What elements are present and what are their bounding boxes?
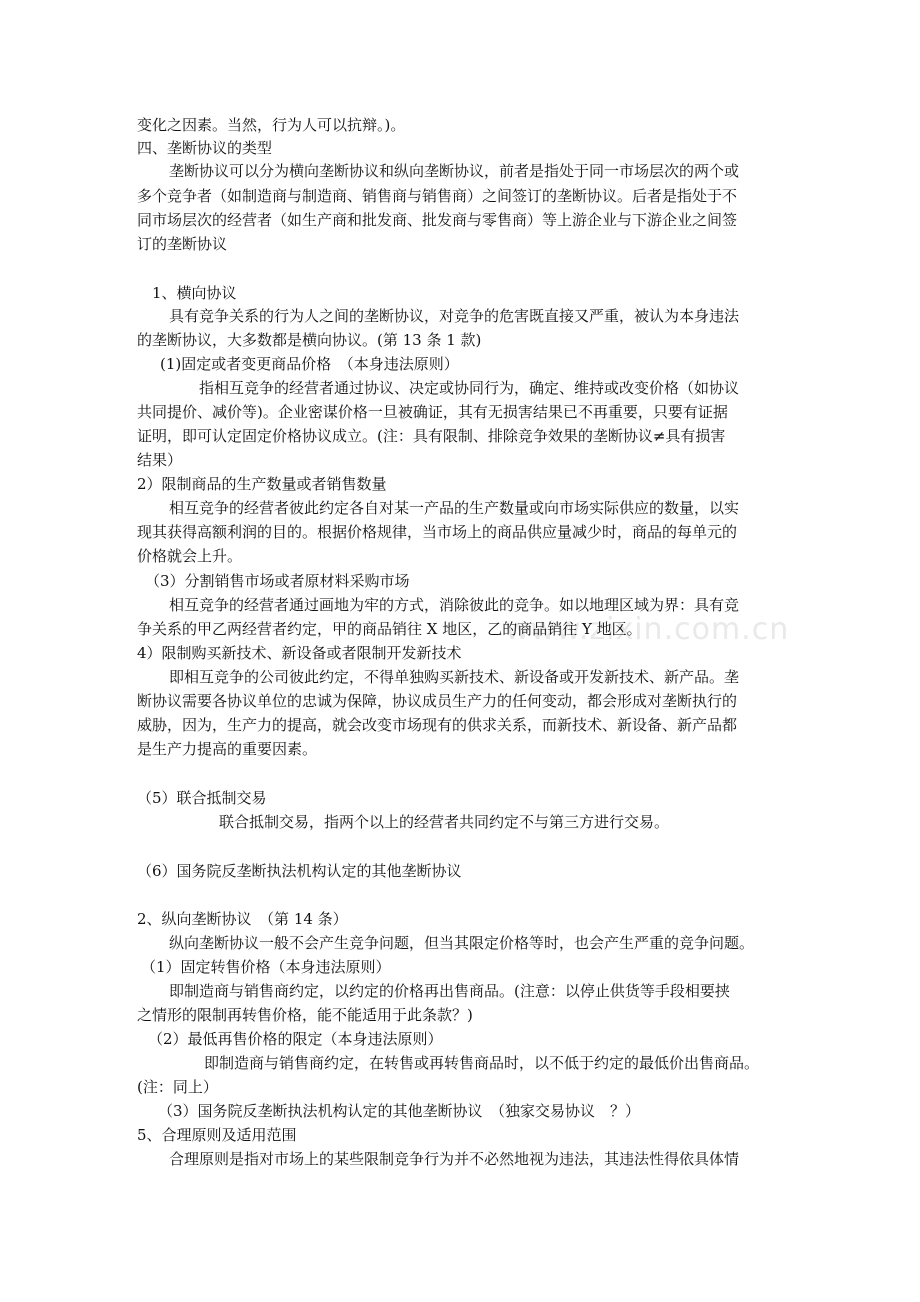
- text-line: 的垄断协议，大多数都是横向协议。(第 13 条 1 款): [137, 331, 482, 349]
- text-line: 结果）: [137, 451, 183, 469]
- section-heading: 四、垄断协议的类型: [137, 139, 273, 157]
- text-line: 同市场层次的经营者（如生产商和批发商、批发商与零售商）等上游企业与下游企业之间签: [137, 211, 738, 229]
- text-line: 变化之因素。当然，行为人可以抗辩。)。: [137, 116, 406, 134]
- text-line: 垄断协议可以分为横向垄断协议和纵向垄断协议，前者是指处于同一市场层次的两个或: [169, 162, 740, 180]
- item-heading: （5）联合抵制交易: [137, 789, 267, 807]
- subsection-heading: 5、合理原则及适用范围: [137, 1126, 297, 1144]
- text-line: 相互竞争的经营者彼此约定各自对某一产品的生产数量或向市场实际供应的数量，以实: [169, 499, 740, 517]
- text-line: 之情形的限制再转售价格，能不能适用于此条款？): [137, 1006, 473, 1024]
- text-line: 现其获得高额利润的目的。根据价格规律，当市场上的商品供应量减少时，商品的每单元的: [137, 523, 738, 541]
- text-line: 具有竞争关系的行为人之间的垄断协议，对竞争的危害既直接又严重，被认为本身违法: [169, 307, 740, 325]
- text-line: 争关系的甲乙两经营者约定，甲的商品销往 X 地区，乙的商品销往 Y 地区。: [137, 620, 642, 638]
- text-line: 是生产力提高的重要因素。: [137, 740, 318, 758]
- watermark: www.zixin.com.cn: [505, 612, 790, 647]
- text-line: 相互竞争的经营者通过画地为牢的方式，消除彼此的竞争。如以地理区域为界：具有竞: [169, 596, 740, 614]
- text-line: 共同提价、减价等)。企业密谋价格一旦被确证，其有无损害结果已不再重要，只要有证据: [137, 403, 728, 421]
- subsection-heading: 2、纵向垄断协议 （第 14 条）: [137, 910, 348, 928]
- text-line: 纵向垄断协议一般不会产生竞争问题，但当其限定价格等时，也会产生严重的竞争问题。: [169, 934, 755, 952]
- item-heading: （3）国务院反垄断执法机构认定的其他垄断协议 （独家交易协议 ？）: [158, 1102, 641, 1120]
- text-line: 威胁，因为，生产力的提高，就会改变市场现有的供求关系，而新技术、新设备、新产品都: [137, 716, 738, 734]
- text-line: 断协议需要各协议单位的忠诚为保障，协议成员生产力的任何变动，都会形成对垄断执行的: [137, 692, 738, 710]
- item-heading: （2）最低再售价格的限定（本身违法原则）: [148, 1030, 443, 1048]
- text-line: 即相互竞争的公司彼此约定，不得单独购买新技术、新设备或开发新技术、新产品。垄: [169, 668, 740, 686]
- item-heading: （6）国务院反垄断执法机构认定的其他垄断协议: [137, 862, 462, 880]
- text-line: 多个竞争者（如制造商与制造商、销售商与销售商）之间签订的垄断协议。后者是指处于不: [137, 187, 738, 205]
- item-heading: (1)固定或者变更商品价格 （本身违法原则）: [160, 355, 459, 373]
- text-line: 即制造商与销售商约定，以约定的价格再出售商品。(注意：以停止供货等手段相要挟: [169, 982, 730, 1000]
- text-line: 价格就会上升。: [137, 547, 243, 565]
- item-heading: （1）固定转售价格（本身违法原则）: [141, 958, 391, 976]
- text-line: 指相互竞争的经营者通过协议、决定或协同行为，确定、维持或改变价格（如协议: [199, 379, 740, 397]
- item-heading: 2）限制商品的生产数量或者销售数量: [137, 475, 387, 493]
- text-line: 联合抵制交易，指两个以上的经营者共同约定不与第三方进行交易。: [219, 813, 670, 831]
- text-line: 合理原则是指对市场上的某些限制竞争行为并不必然地视为违法，其违法性得依具体情: [169, 1150, 740, 1168]
- text-line: (注：同上）: [137, 1078, 218, 1096]
- text-line: 证明，即可认定固定价格协议成立。(注：具有限制、排除竞争效果的垄断协议≠具有损害: [137, 427, 726, 445]
- text-line: 即制造商与销售商约定，在转售或再转售商品时，以不低于约定的最低价出售商品。: [204, 1054, 760, 1072]
- item-heading: 4）限制购买新技术、新设备或者限制开发新技术: [137, 644, 462, 662]
- item-heading: （3）分割销售市场或者原材料采购市场: [145, 572, 410, 590]
- subsection-heading: 1、横向协议: [152, 284, 237, 302]
- text-line: 订的垄断协议: [137, 235, 228, 253]
